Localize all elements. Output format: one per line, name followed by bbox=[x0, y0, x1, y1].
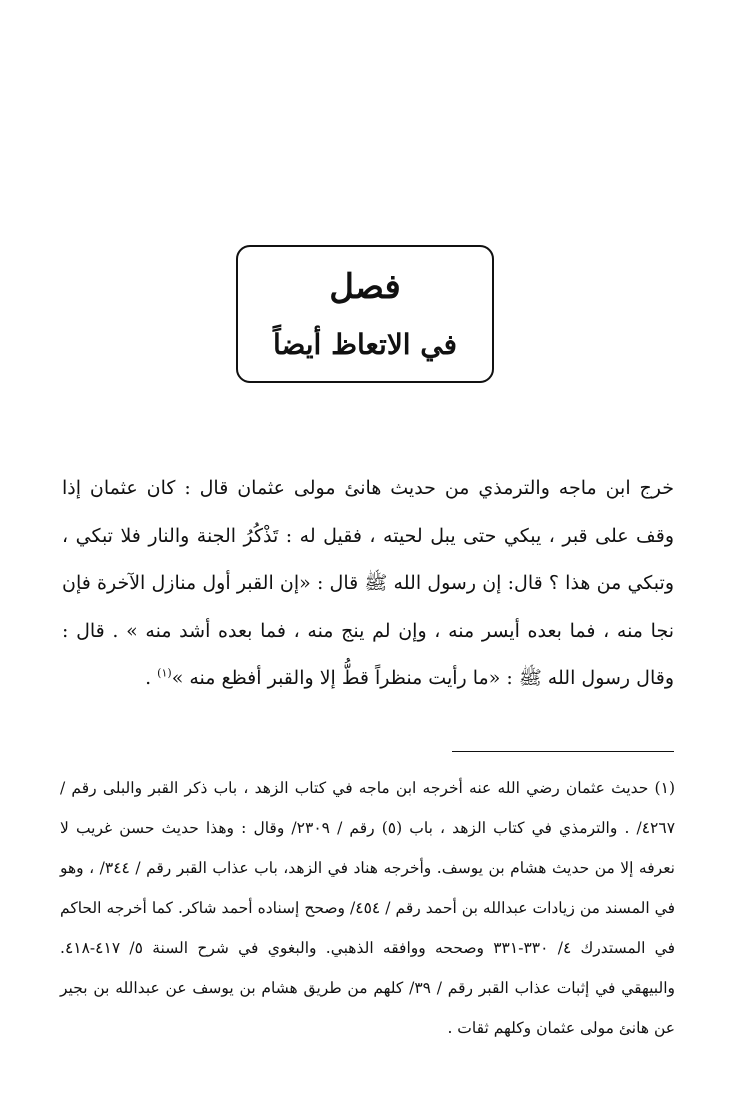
footnote-divider bbox=[452, 751, 674, 752]
footnote-text: (١) حديث عثمان رضي الله عنه أخرجه ابن ماجه في كتاب الزهد ، باب ذكر القبر والبلى رقم / ٤٢٦٧/ . والترمذي في كتاب الزهد ، باب (٥) رقم / ٢٣٠٩/ وقال : وهذا حديث حسن غريب لا نعرفه إلا من حديث هشام بن يوسف. وأخرجه هناد في الزهد، باب عذاب القبر رقم / ٣٤٤/ ، وهو في المسند من زيادات عبدالله بن أحمد رقم / ٤٥٤/ وصحح إسناده أحمد شاكر. كما أخرجه الحاكم في المستدرك ٤/ ٣٣٠-٣٣١ وصححه ووافقه الذهبي. والبغوي في شرح السنة ٥/ ٤١٧-٤١٨. والبيهقي في إثبات عذاب القبر رقم / ٣٩/ كلهم من طريق هشام بن يوسف عن عبدالله بن بجير عن هانئ مولى عثمان وكلهم ثقات . bbox=[60, 779, 676, 1037]
chapter-subtitle: في الاتعاظ أيضاً bbox=[272, 328, 458, 361]
paragraph-end: . bbox=[145, 667, 158, 689]
chapter-title-box bbox=[236, 245, 494, 383]
main-paragraph bbox=[62, 465, 674, 703]
footnote-reference: (١) bbox=[157, 666, 172, 680]
main-paragraph-text: خرج ابن ماجه والترمذي من حديث هانئ مولى عثمان قال : كان عثمان إذا وقف على قبر ، يبكي حتى يبل لحيته ، فقيل له : تَذْكُرُ الجنة والنار فلا تبكي ، وتبكي من هذا ؟ قال: إن رسول الله ﷺ قال : «إن القبر أول منازل الآخرة فإن نجا منه ، فما بعده أيسر منه ، وإن لم ينج منه ، فما بعده أشد منه » . قال : وقال رسول الله ﷺ : «ما رأيت منظراً قطُّ إلا والقبر أفظع منه » bbox=[62, 477, 674, 689]
chapter-title: فصل bbox=[329, 267, 401, 307]
